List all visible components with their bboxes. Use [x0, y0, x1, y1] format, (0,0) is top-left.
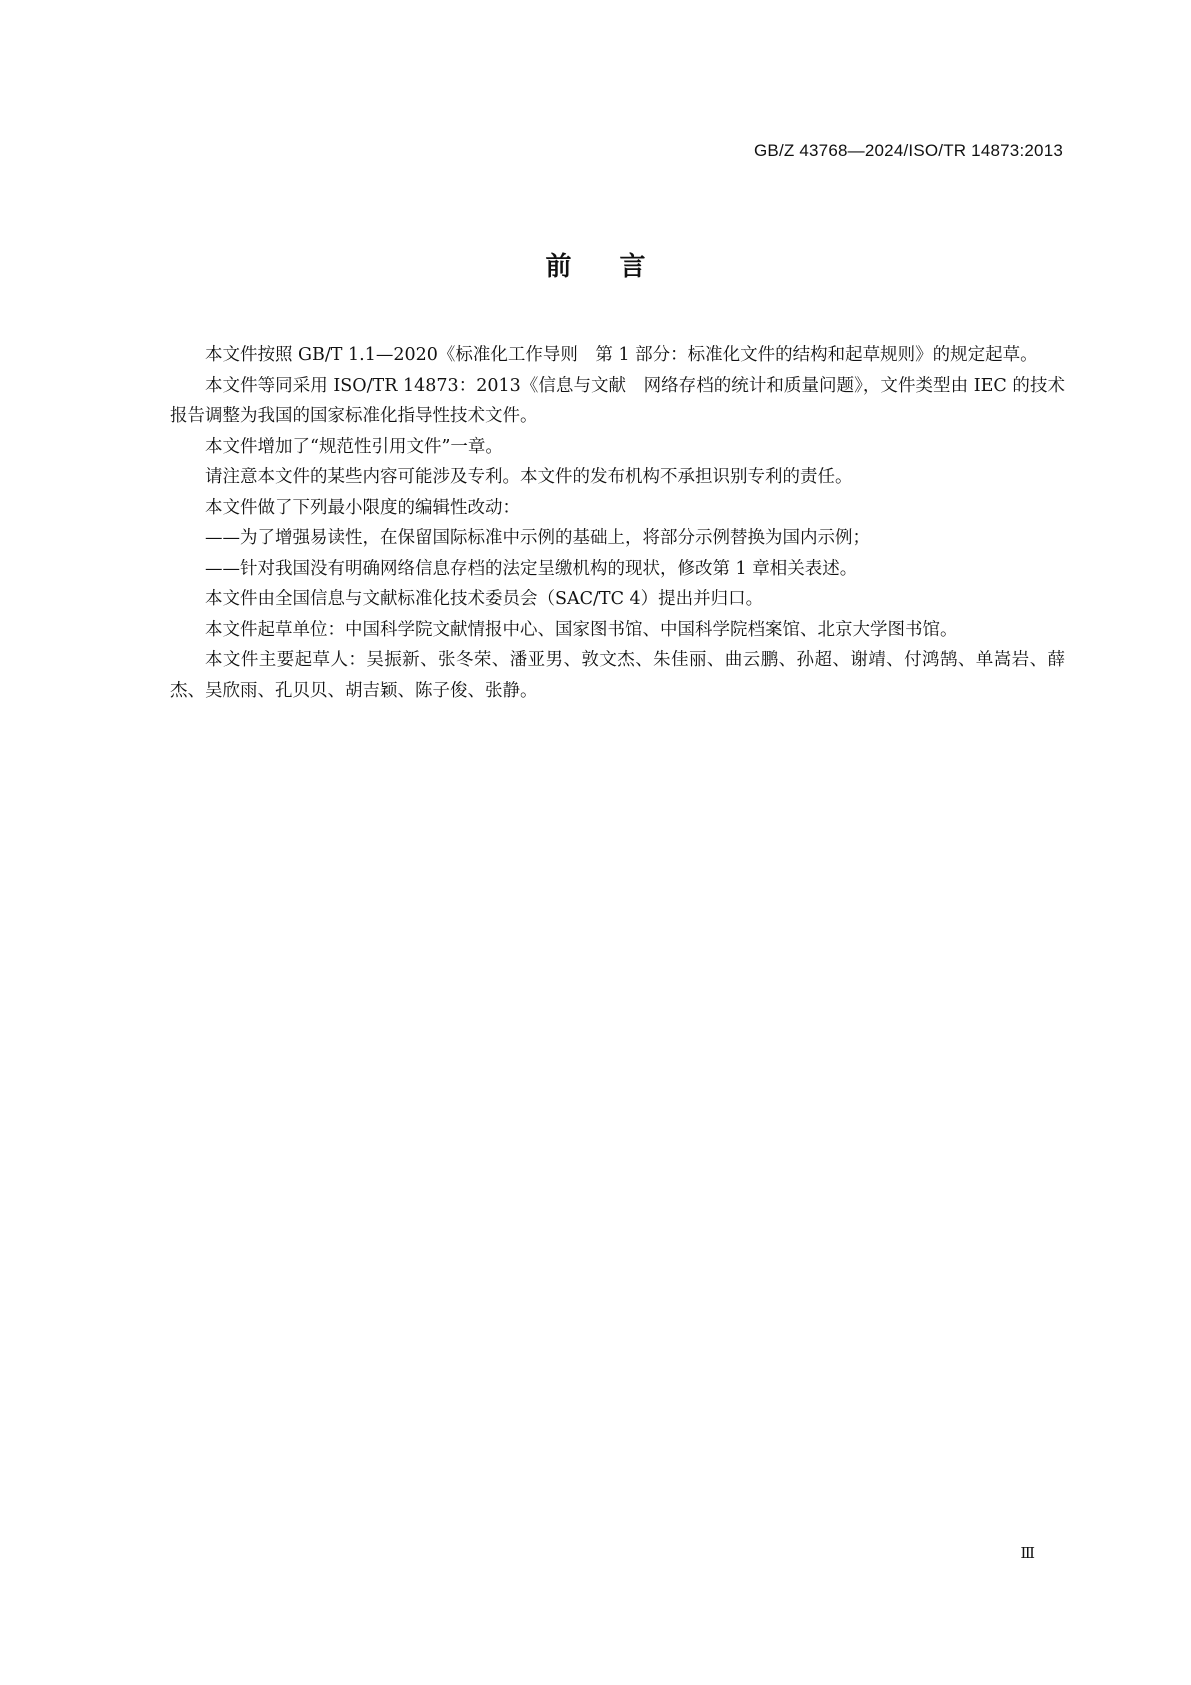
paragraph-patent-notice: 请注意本文件的某些内容可能涉及专利。本文件的发布机构不承担识别专利的责任。 — [205, 467, 853, 487]
paragraph-added-chapter: 本文件增加了“规范性引用文件”一章。 — [205, 436, 503, 457]
page-title: 前言 — [545, 252, 694, 282]
paragraph-drafting-rules: 本文件按照 GB/T 1.1—2020《标准化工作导则 第 1 部分：标准化文件的结构和起草规则》的规定起草。 — [205, 345, 1038, 365]
paragraph-drafting-units: 本文件起草单位：中国科学院文献情报中心、国家图书馆、中国科学院档案馆、北京大学图书馆。 — [205, 619, 958, 640]
paragraph-adoption: 本文件等同采用 ISO/TR 14873：2013《信息与文献 网络存档的统计和质量问题》，文件类型由 IEC 的技术报告调整为我国的国家标准化指导性技术文件。 — [170, 375, 1065, 426]
list-item-change-1: ——为了增强易读性，在保留国际标准中示例的基础上，将部分示例替换为国内示例； — [205, 528, 870, 548]
paragraph-editorial-changes: 本文件做了下列最小限度的编辑性改动： — [205, 497, 520, 518]
foreword-body — [170, 340, 1065, 706]
list-item-change-2: ——针对我国没有明确网络信息存档的法定呈缴机构的现状，修改第 1 章相关表述。 — [205, 558, 858, 579]
paragraph-drafters: 本文件主要起草人：吴振新、张冬荣、潘亚男、敦文杰、朱佳丽、曲云鹏、孙超、谢靖、付鸿鹄、单嵩岩、薛杰、吴欣雨、孔贝贝、胡吉颖、陈子俊、张静。 — [170, 650, 1065, 701]
paragraph-proposer: 本文件由全国信息与文献标准化技术委员会（SAC/TC 4）提出并归口。 — [205, 589, 764, 609]
standard-code: GB/Z 43768—2024/ISO/TR 14873:2013 — [753, 141, 1063, 160]
page-number: Ⅲ — [1020, 1544, 1035, 1562]
